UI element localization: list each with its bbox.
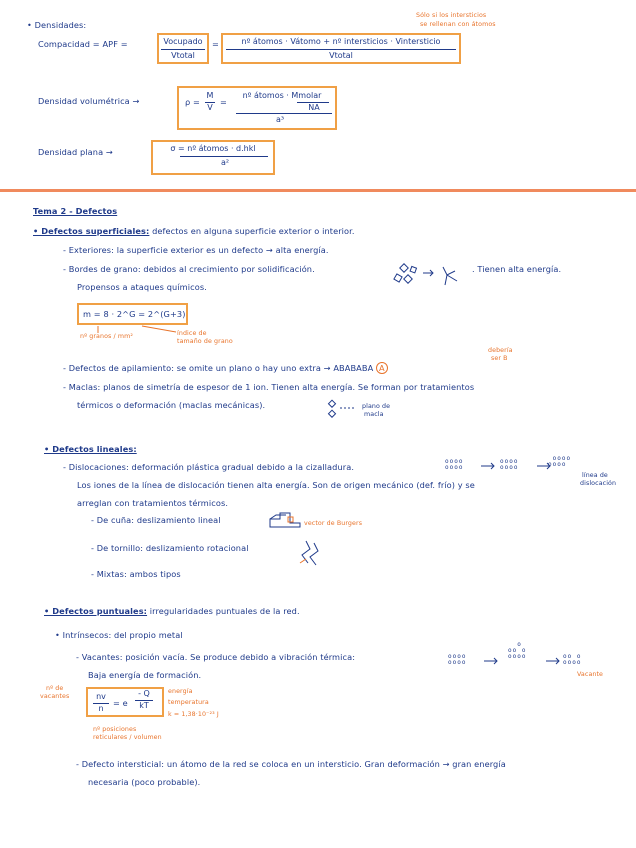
- vac-exp-num: - Q: [138, 689, 150, 698]
- apil-line: [63, 363, 388, 374]
- vol-rho: ρ =: [185, 97, 200, 107]
- macl-desc: planos de simetría de espesor de 1 ion. Tienen alta energía. Se forman por tratamientos: [103, 382, 475, 392]
- apf-label: Compacidad = APF =: [38, 39, 128, 49]
- vac-exp-den: kT: [139, 701, 149, 710]
- vac-eq: = e: [113, 698, 128, 708]
- vac-fden: n: [98, 704, 104, 713]
- note-intersticios-2: se rellenan con átomos: [420, 21, 496, 28]
- apf-den: Vtotal: [171, 51, 195, 60]
- grain-note-2: índice de: [177, 330, 207, 337]
- torn-line: [91, 543, 249, 554]
- mixt-label: - Mixtas:: [91, 569, 127, 579]
- borde-line: [63, 264, 315, 275]
- grain-note-1: nº granos / mm²: [80, 333, 133, 340]
- grain-arrows: [90, 324, 190, 336]
- borde-line2: Propensos a ataques químicos.: [77, 282, 207, 292]
- disl-line2: Los iones de la línea de dislocación tienen alta energía. Son de origen mecánico (def. frío) y se: [77, 480, 475, 490]
- borde-label: - Bordes de grano:: [63, 264, 141, 274]
- macl-line2: térmicos o deformación (maclas mecánicas).: [77, 400, 266, 410]
- macl-diagram: [326, 399, 358, 419]
- macl-note-1: plano de: [362, 403, 391, 410]
- sup-head-label: • Defectos superficiales:: [33, 226, 150, 236]
- vac-arrow-1: [483, 657, 499, 665]
- vac-lbl-3: energía: [168, 688, 193, 695]
- torn-desc: deslizamiento rotacional: [145, 543, 249, 553]
- vol-eq: =: [220, 97, 227, 107]
- vac-lbl-2: vacantes: [40, 693, 70, 700]
- note-intersticios-1: Sólo si los intersticios: [416, 12, 487, 19]
- vol-na: NA: [308, 103, 320, 112]
- cuna-diagram: [268, 509, 306, 531]
- mixt-desc: ambos tipos: [129, 569, 181, 579]
- ext-desc: la superficie exterior es un defecto → alta energía.: [116, 245, 329, 255]
- disl-line: [63, 462, 354, 473]
- punt-head-label: • Defectos puntuales:: [44, 606, 148, 616]
- disl-lattice-1: oooo oooo: [445, 458, 464, 471]
- section-divider: [0, 189, 636, 192]
- macl-label: - Maclas:: [63, 382, 101, 392]
- vac-lbl-1: nº de: [46, 685, 64, 692]
- disl-desc: deformación plástica gradual debido a la cizalladura.: [131, 462, 355, 472]
- vac-lbl-7: reticulares / volumen: [93, 734, 162, 741]
- inter-line: [76, 759, 506, 770]
- intr-head-label: • Intrínsecos:: [55, 630, 112, 640]
- disl-line3: arreglan con tratamientos térmicos.: [77, 498, 229, 508]
- vac-note: Vacante: [577, 671, 604, 678]
- sup-desc: defectos en alguna superficie exterior o interior.: [152, 226, 355, 236]
- inter-line2: necesaria (poco probable).: [88, 777, 201, 787]
- vac-lbl-5: k = 1,38·10⁻²³ J: [168, 711, 219, 718]
- vol-den: a³: [275, 115, 285, 124]
- grain-note-3: tamaño de grano: [177, 338, 233, 345]
- apil-circled: A: [376, 362, 388, 374]
- apil-desc: se omite un plano o hay uno extra → ABABABA: [176, 363, 374, 373]
- vac-fnum: nv: [96, 692, 106, 701]
- vol-label: Densidad volumétrica →: [38, 96, 140, 106]
- inter-desc: un átomo de la red se coloca en un intersticio. Gran deformación → gran energía: [166, 759, 506, 769]
- vol-main-bar: [236, 113, 332, 114]
- cuna-note: vector de Burgers: [304, 520, 363, 527]
- apf-formula-num: nº átomos · Vátomo + nº intersticios · Vintersticio: [241, 37, 441, 46]
- tema-title: Tema 2 - Defectos: [33, 206, 118, 216]
- vac-arrow-2: [545, 657, 561, 665]
- punt-head: [44, 606, 300, 617]
- apf-fraction-bar: [161, 49, 205, 50]
- vol-v: V: [207, 103, 213, 112]
- apf-formula-den: Vtotal: [329, 51, 353, 60]
- macl-note-2: macla: [364, 411, 384, 418]
- plan-label: Densidad plana →: [38, 147, 113, 157]
- intr-desc: del propio metal: [114, 630, 183, 640]
- apil-note-1: debería: [488, 347, 513, 354]
- punt-desc: irregularidades puntuales de la red.: [149, 606, 300, 616]
- disl-arrow-1: [480, 462, 496, 470]
- vac-lbl-6: nº posiciones: [93, 726, 137, 733]
- sup-head: [33, 226, 355, 237]
- vol-m: M: [206, 91, 214, 100]
- grain-formula: m = 8 · 2^G = 2^(G+3): [83, 309, 186, 319]
- apil-label: - Defectos de apilamiento:: [63, 363, 175, 373]
- vac-lattice-2: o oo o oooo: [508, 641, 527, 660]
- vac-lattice-3: oo o oooo: [563, 653, 582, 666]
- disl-lattice-2: oooo oooo: [500, 458, 519, 471]
- inter-label: - Defecto intersticial:: [76, 759, 165, 769]
- plan-bar: [180, 156, 268, 157]
- plan-den: a²: [220, 158, 230, 167]
- disl-lattice-3: oooo oooo: [548, 455, 572, 468]
- apf-eq2: =: [212, 39, 219, 49]
- borde-tail: . Tienen alta energía.: [472, 264, 562, 274]
- cuna-label: - De cuña:: [91, 515, 135, 525]
- apf-num: Vocupado: [163, 37, 203, 46]
- vac-lbl-4: temperatura: [168, 699, 209, 706]
- vac-desc: posición vacía. Se produce debido a vibración térmica:: [125, 652, 356, 662]
- disl-label: - Dislocaciones:: [63, 462, 129, 472]
- torn-diagram: [296, 539, 324, 567]
- lin-head-label: • Defectos lineales:: [44, 444, 137, 454]
- cuna-line: [91, 515, 221, 526]
- intr-head: [55, 630, 183, 641]
- apil-note-2: ser B: [491, 355, 508, 362]
- densidades-heading: • Densidades:: [27, 20, 87, 30]
- borde-desc: debidos al crecimiento por solidificación.: [143, 264, 315, 274]
- vac-line: [76, 652, 355, 663]
- apf-formula-bar: [226, 49, 456, 50]
- disl-note-2: dislocación: [580, 480, 617, 487]
- vac-label: - Vacantes:: [76, 652, 123, 662]
- ext-label: - Exteriores:: [63, 245, 115, 255]
- plan-num: σ = nº átomos · d.hkl: [170, 144, 256, 153]
- cuna-desc: deslizamiento lineal: [136, 515, 221, 525]
- disl-note-1: línea de: [582, 472, 608, 479]
- grain-diagram: [393, 263, 465, 293]
- lin-head: [44, 444, 137, 455]
- ext-line: [63, 245, 329, 256]
- torn-label: - De tornillo:: [91, 543, 144, 553]
- vol-num: nº átomos · Mmolar: [242, 91, 322, 100]
- vac-line2: Baja energía de formación.: [88, 670, 202, 680]
- mixt-line: [91, 569, 181, 580]
- macl-line: [63, 382, 474, 393]
- vac-lattice-1: oooo oooo: [448, 653, 467, 666]
